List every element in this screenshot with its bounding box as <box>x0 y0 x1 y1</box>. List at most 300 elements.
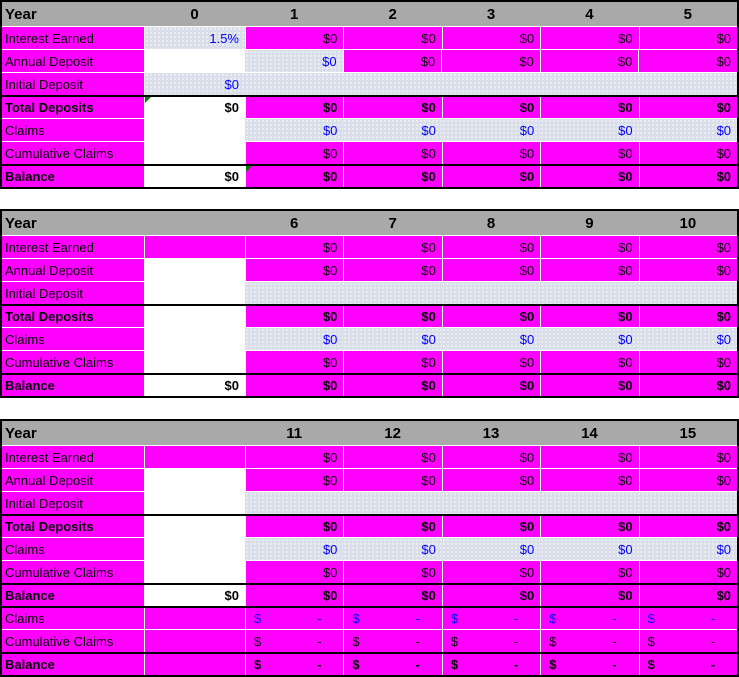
row-label-balance[interactable]: Balance <box>2 375 144 396</box>
cell-text: $0 <box>519 378 535 393</box>
cell-value[interactable] <box>540 236 638 258</box>
cell-text: $0 <box>421 354 436 370</box>
row-label-balance[interactable]: Balance <box>2 654 144 675</box>
table-row <box>2 560 737 583</box>
header-year-9[interactable]: 9 <box>540 211 638 235</box>
table-row <box>2 606 737 629</box>
cell-text: $0 <box>421 309 436 324</box>
row-label-interest-earned[interactable]: Interest Earned <box>2 236 144 258</box>
cell-text: $0 <box>421 122 436 138</box>
accounting-dash: - <box>513 657 519 672</box>
cell-value[interactable] <box>639 166 737 187</box>
cell-value[interactable] <box>245 351 343 373</box>
cell-value[interactable] <box>343 236 441 258</box>
table-gap <box>0 398 739 419</box>
cell-empty[interactable] <box>144 630 245 652</box>
cell-text: $0 <box>322 541 338 557</box>
cell-value[interactable] <box>343 516 441 537</box>
header-col0[interactable]: 0 <box>144 2 245 26</box>
cell-text: $0 <box>421 472 436 488</box>
row-label-claims[interactable]: Claims <box>2 608 144 629</box>
cell-text: $0 <box>224 76 239 92</box>
header-year-10[interactable]: 10 <box>639 211 737 235</box>
cell-text: $0 <box>716 354 732 370</box>
cell-text: $0 <box>618 354 633 370</box>
accounting-currency: $ <box>352 633 360 649</box>
cell-text: $0 <box>618 30 633 46</box>
cell-text: $0 <box>421 519 436 534</box>
cell-empty[interactable] <box>144 516 245 537</box>
cell-text: $0 <box>716 30 732 46</box>
row-label-balance[interactable]: Balance <box>2 166 144 187</box>
cell-value[interactable] <box>442 585 540 606</box>
cell-empty[interactable] <box>144 50 245 72</box>
header-year-8[interactable]: 8 <box>442 211 540 235</box>
cell-value[interactable] <box>540 50 639 72</box>
cell-value[interactable] <box>442 166 540 187</box>
cell-text: $0 <box>716 449 732 465</box>
cell-accounting-value[interactable] <box>343 654 441 675</box>
cell-value[interactable] <box>540 27 638 49</box>
table-years-6-10 <box>0 209 739 398</box>
header-year-2[interactable]: 2 <box>343 2 441 26</box>
cell-value[interactable] <box>639 306 737 327</box>
cell-empty[interactable] <box>144 119 245 141</box>
cell-value[interactable] <box>343 97 441 118</box>
cell-text: $0 <box>421 169 436 184</box>
cell-input-value[interactable] <box>245 119 343 141</box>
cell-text: $0 <box>618 100 633 115</box>
table-row <box>2 652 737 675</box>
cell-text: $0 <box>519 472 535 488</box>
table-row <box>2 491 737 514</box>
row-label-total-deposits[interactable]: Total Deposits <box>2 306 144 327</box>
accounting-dash: - <box>513 633 519 649</box>
cell-input-value[interactable] <box>442 538 540 560</box>
cell-value[interactable] <box>442 142 540 164</box>
cell-input-value[interactable] <box>540 119 638 141</box>
cell-accounting-value[interactable] <box>245 654 343 675</box>
accounting-currency: $ <box>254 657 262 672</box>
row-label-interest-earned[interactable]: Interest Earned <box>2 446 144 468</box>
cell-value[interactable] <box>639 236 737 258</box>
header-year-4[interactable]: 4 <box>540 2 638 26</box>
cell-value[interactable] <box>245 561 343 583</box>
cell-value[interactable] <box>343 142 441 164</box>
cell-input-value[interactable] <box>245 50 343 72</box>
header-year-label[interactable]: Year <box>2 211 144 235</box>
cell-text: $0 <box>716 145 732 161</box>
cell-value[interactable] <box>639 142 737 164</box>
cell-value[interactable] <box>442 351 540 373</box>
cell-value[interactable] <box>540 142 638 164</box>
accounting-dash: - <box>612 633 617 649</box>
cell-text: $0 <box>618 588 633 603</box>
cell-empty[interactable] <box>144 538 245 560</box>
cell-accounting-value[interactable] <box>442 630 540 652</box>
cell-value[interactable] <box>343 306 441 327</box>
table-row <box>2 583 737 606</box>
cell-empty[interactable] <box>144 351 245 373</box>
cell-value[interactable] <box>343 469 441 491</box>
cell-empty[interactable] <box>144 446 245 468</box>
cell-input-value[interactable] <box>639 328 737 350</box>
header-year-11[interactable]: 11 <box>245 421 343 445</box>
cell-value[interactable] <box>540 351 638 373</box>
cell-text: $0 <box>421 588 436 603</box>
cell-value[interactable] <box>540 561 638 583</box>
cell-input-value[interactable] <box>343 538 441 560</box>
cell-text: $0 <box>618 262 633 278</box>
cell-value[interactable] <box>639 259 737 281</box>
accounting-dash: - <box>415 633 420 649</box>
cell-value[interactable] <box>245 259 343 281</box>
cell-value[interactable] <box>639 97 737 118</box>
header-col0[interactable] <box>144 211 245 235</box>
table-row <box>2 629 737 652</box>
table-row <box>2 281 737 304</box>
accounting-currency: $ <box>254 611 262 626</box>
row-label-claims[interactable]: Claims <box>2 119 144 141</box>
cell-value[interactable] <box>144 97 245 118</box>
cell-value[interactable] <box>639 516 737 537</box>
cell-accounting-value[interactable] <box>245 608 343 629</box>
accounting-currency: $ <box>254 633 262 649</box>
header-year-3[interactable]: 3 <box>442 2 540 26</box>
cell-accounting-value[interactable] <box>639 630 737 652</box>
cell-value[interactable] <box>442 97 540 118</box>
cell-value[interactable] <box>245 375 343 396</box>
row-label-annual-deposit[interactable]: Annual Deposit <box>2 50 144 72</box>
cell-value[interactable] <box>442 561 540 583</box>
cell-text: $0 <box>322 145 338 161</box>
header-year-14[interactable]: 14 <box>540 421 638 445</box>
cell-empty[interactable] <box>144 469 245 491</box>
row-label-cumulative-claims[interactable]: Cumulative Claims <box>2 561 144 583</box>
cell-text: $0 <box>421 100 436 115</box>
cell-empty[interactable] <box>144 492 245 514</box>
table-row <box>2 514 737 537</box>
cell-empty[interactable] <box>144 561 245 583</box>
cell-text: $0 <box>618 122 633 138</box>
accounting-dash: - <box>612 657 617 672</box>
cell-value[interactable] <box>343 585 441 606</box>
cell-value[interactable] <box>442 306 540 327</box>
header-year-6[interactable]: 6 <box>245 211 343 235</box>
cell-text: $0 <box>322 309 338 324</box>
row-label-cumulative-claims[interactable]: Cumulative Claims <box>2 351 144 373</box>
cell-text: $0 <box>421 145 436 161</box>
accounting-currency: $ <box>549 657 557 672</box>
cell-value[interactable] <box>245 446 343 468</box>
cell-value[interactable] <box>540 375 638 396</box>
accounting-currency: $ <box>549 633 557 649</box>
cell-text: $0 <box>421 541 436 557</box>
cell-value[interactable] <box>639 375 737 396</box>
table-row <box>2 118 737 141</box>
cell-accounting-value[interactable] <box>540 608 638 629</box>
cell-text: $0 <box>716 564 732 580</box>
accounting-dash: - <box>710 633 716 649</box>
cell-empty[interactable] <box>144 608 245 629</box>
cell-text: 1.5% <box>209 30 239 46</box>
header-col0[interactable] <box>144 421 245 445</box>
cell-text: $0 <box>618 309 633 324</box>
accounting-currency: $ <box>647 633 655 649</box>
cell-text: $0 <box>519 519 535 534</box>
cell-value[interactable] <box>639 27 737 49</box>
cell-empty[interactable] <box>144 328 245 350</box>
table-row <box>2 49 737 72</box>
table-row <box>2 468 737 491</box>
accounting-dash: - <box>317 611 322 626</box>
cell-value[interactable] <box>245 306 343 327</box>
table-row <box>2 304 737 327</box>
row-label-cumulative-claims[interactable]: Cumulative Claims <box>2 630 144 652</box>
header-year-13[interactable]: 13 <box>442 421 540 445</box>
table-row <box>2 350 737 373</box>
cell-text: $0 <box>322 449 338 465</box>
cell-text: $0 <box>322 588 338 603</box>
header-year-7[interactable]: 7 <box>343 211 441 235</box>
cell-input-value[interactable] <box>144 27 245 49</box>
cell-text: $0 <box>421 30 436 46</box>
cell-accounting-value[interactable] <box>442 608 540 629</box>
row-label-initial-deposit[interactable]: Initial Deposit <box>2 73 144 95</box>
accounting-currency: $ <box>352 657 360 672</box>
cell-text: $0 <box>618 564 633 580</box>
cell-value[interactable] <box>540 166 638 187</box>
cell-band[interactable] <box>245 73 737 95</box>
cell-value[interactable] <box>245 142 343 164</box>
cell-text: $0 <box>716 541 732 557</box>
cell-text: $0 <box>519 262 535 278</box>
cell-value[interactable] <box>343 27 441 49</box>
cell-input-value[interactable] <box>245 538 343 560</box>
cell-text: $0 <box>224 100 239 115</box>
cell-value[interactable] <box>639 561 737 583</box>
cell-value[interactable] <box>441 50 540 72</box>
cell-input-value[interactable] <box>540 328 638 350</box>
cell-value[interactable] <box>144 585 245 606</box>
row-label-initial-deposit[interactable]: Initial Deposit <box>2 282 144 304</box>
row-label-annual-deposit[interactable]: Annual Deposit <box>2 259 144 281</box>
cell-text: $0 <box>519 169 535 184</box>
cell-value[interactable] <box>245 469 343 491</box>
accounting-currency: $ <box>549 611 557 626</box>
cell-text: $0 <box>322 331 338 347</box>
row-label-interest-earned[interactable]: Interest Earned <box>2 27 144 49</box>
cell-value[interactable] <box>540 306 638 327</box>
cell-value[interactable] <box>144 375 245 396</box>
cell-empty[interactable] <box>144 142 245 164</box>
row-label-balance[interactable]: Balance <box>2 585 144 606</box>
cell-text: $0 <box>322 519 338 534</box>
cell-text: $0 <box>716 122 732 138</box>
cell-text: $0 <box>618 169 633 184</box>
header-year-12[interactable]: 12 <box>343 421 441 445</box>
row-label-initial-deposit[interactable]: Initial Deposit <box>2 492 144 514</box>
cell-value[interactable] <box>540 516 638 537</box>
cell-accounting-value[interactable] <box>639 608 737 629</box>
cell-value[interactable] <box>442 375 540 396</box>
table-row <box>2 373 737 396</box>
cell-value[interactable] <box>442 516 540 537</box>
cell-value[interactable] <box>442 446 540 468</box>
accounting-dash: - <box>513 611 519 626</box>
cell-value[interactable] <box>442 259 540 281</box>
cell-empty[interactable] <box>144 654 245 675</box>
row-label-annual-deposit[interactable]: Annual Deposit <box>2 469 144 491</box>
header-row <box>2 421 737 445</box>
cell-text: $0 <box>322 169 338 184</box>
header-row <box>2 2 737 26</box>
cell-text: $0 <box>618 331 633 347</box>
cell-empty[interactable] <box>144 282 245 304</box>
cell-text: $0 <box>322 100 338 115</box>
row-label-claims[interactable]: Claims <box>2 538 144 560</box>
cell-value[interactable] <box>639 585 737 606</box>
cell-value[interactable] <box>245 166 343 187</box>
cell-text: $0 <box>716 588 732 603</box>
header-year-5[interactable]: 5 <box>639 2 737 26</box>
table-row <box>2 537 737 560</box>
cell-text: $0 <box>421 564 436 580</box>
cell-value[interactable] <box>343 446 441 468</box>
cell-value[interactable] <box>245 27 343 49</box>
cell-text: $0 <box>519 449 535 465</box>
cell-text: $0 <box>322 122 338 138</box>
accounting-dash: - <box>612 611 617 626</box>
cell-value[interactable] <box>343 50 442 72</box>
cell-value[interactable] <box>245 585 343 606</box>
header-year-label[interactable]: Year <box>2 421 144 445</box>
cell-text: $0 <box>618 472 633 488</box>
header-year-15[interactable]: 15 <box>639 421 737 445</box>
cell-value[interactable] <box>245 97 343 118</box>
cell-input-value[interactable] <box>343 119 441 141</box>
accounting-currency: $ <box>647 611 655 626</box>
cell-value[interactable] <box>540 446 638 468</box>
cell-value[interactable] <box>639 469 737 491</box>
cell-value[interactable] <box>540 585 638 606</box>
cell-input-value[interactable] <box>144 73 245 95</box>
cell-input-value[interactable] <box>343 328 441 350</box>
cell-accounting-value[interactable] <box>343 630 441 652</box>
cell-accounting-value[interactable] <box>442 654 540 675</box>
cell-text: $0 <box>716 100 732 115</box>
cell-text: $0 <box>420 53 436 69</box>
cell-input-value[interactable] <box>245 328 343 350</box>
cell-value[interactable] <box>639 351 737 373</box>
cell-text: $0 <box>224 169 239 184</box>
accounting-dash: - <box>710 657 716 672</box>
cell-text: $0 <box>322 262 338 278</box>
cell-value[interactable] <box>540 259 638 281</box>
cell-input-value[interactable] <box>639 119 737 141</box>
header-year-1[interactable]: 1 <box>245 2 343 26</box>
accounting-currency: $ <box>450 611 459 626</box>
cell-value[interactable] <box>638 50 737 72</box>
cell-empty[interactable] <box>144 236 245 258</box>
cell-value[interactable] <box>245 516 343 537</box>
cell-text: $0 <box>322 472 338 488</box>
cell-input-value[interactable] <box>442 328 540 350</box>
cell-band[interactable] <box>245 282 737 304</box>
cell-text: $0 <box>519 239 535 255</box>
cell-text: $0 <box>618 145 633 161</box>
cell-accounting-value[interactable] <box>540 630 638 652</box>
cell-input-value[interactable] <box>540 538 638 560</box>
cell-text: $0 <box>322 53 337 69</box>
header-year-label[interactable]: Year <box>2 2 144 26</box>
cell-text: $0 <box>224 588 239 603</box>
cell-text: $0 <box>421 262 436 278</box>
cell-text: $0 <box>618 519 633 534</box>
cell-text: $0 <box>421 378 436 393</box>
row-label-total-deposits[interactable]: Total Deposits <box>2 97 144 118</box>
accounting-dash: - <box>317 657 322 672</box>
cell-input-value[interactable] <box>442 119 540 141</box>
accounting-dash: - <box>710 611 716 626</box>
cell-input-value[interactable] <box>639 538 737 560</box>
cell-text: $0 <box>716 309 732 324</box>
table-row <box>2 95 737 118</box>
cell-text: $0 <box>618 239 633 255</box>
accounting-currency: $ <box>647 657 655 672</box>
cell-value[interactable] <box>343 561 441 583</box>
cell-value[interactable] <box>343 375 441 396</box>
table-row <box>2 141 737 164</box>
accounting-dash: - <box>415 611 420 626</box>
cell-text: $0 <box>519 354 535 370</box>
cell-value[interactable] <box>639 446 737 468</box>
cell-value[interactable] <box>245 236 343 258</box>
cell-text: $0 <box>322 564 338 580</box>
table-row <box>2 72 737 95</box>
cell-value[interactable] <box>343 351 441 373</box>
cell-band[interactable] <box>245 492 737 514</box>
cell-accounting-value[interactable] <box>343 608 441 629</box>
cell-text: $0 <box>519 309 535 324</box>
cell-value[interactable] <box>442 236 540 258</box>
row-label-cumulative-claims[interactable]: Cumulative Claims <box>2 142 144 164</box>
cell-value[interactable] <box>144 166 245 187</box>
cell-value[interactable] <box>540 469 638 491</box>
cell-value[interactable] <box>540 97 638 118</box>
cell-empty[interactable] <box>144 306 245 327</box>
accounting-dash: - <box>317 633 322 649</box>
cell-accounting-value[interactable] <box>639 654 737 675</box>
cell-text: $0 <box>322 378 338 393</box>
cell-text: $0 <box>716 169 732 184</box>
row-label-total-deposits[interactable]: Total Deposits <box>2 516 144 537</box>
cell-text: $0 <box>519 541 535 557</box>
cell-empty[interactable] <box>144 259 245 281</box>
cell-accounting-value[interactable] <box>245 630 343 652</box>
cell-value[interactable] <box>442 27 540 49</box>
cell-text: $0 <box>322 30 338 46</box>
cell-value[interactable] <box>343 166 441 187</box>
accounting-currency: $ <box>450 633 459 649</box>
accounting-currency: $ <box>352 611 360 626</box>
cell-accounting-value[interactable] <box>540 654 638 675</box>
table-row <box>2 327 737 350</box>
cell-value[interactable] <box>442 469 540 491</box>
row-label-claims[interactable]: Claims <box>2 328 144 350</box>
cell-value[interactable] <box>343 259 441 281</box>
cell-text: $0 <box>618 378 633 393</box>
